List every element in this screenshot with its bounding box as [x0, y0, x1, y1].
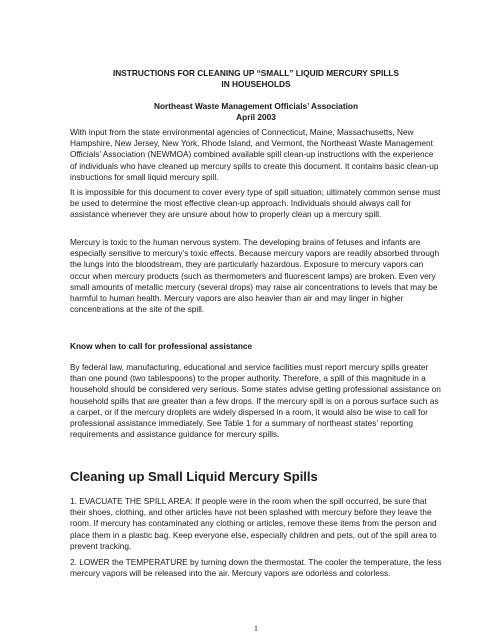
toxicity-paragraph: Mercury is toxic to the human nervous system. The developing brains of fetuses and infants are especially sensitive to mercury’s toxic effects. Because mercury vapors are readily absorbed through the lungs into the bloodstream, they are particularly hazardous. Exposure to mercury vapors can occur when mercury products (such as thermometers and fluorescent lamps) are broken. Even very small amounts of metallic mercury (several drops) may raise air concentrations to levels that may be harmful to human health. Mercury vapors are also heavier than air and may linger in higher concentrations at the site of the spill. [70, 237, 440, 315]
step-lower-temperature: 2. LOWER the TEMPERATURE by turning down the thermostat. The cooler the temperature, the less mercury vapors will be released into the air. Mercury vapors are odorless and colorless. [70, 557, 442, 579]
intro-paragraph: With input from the state environmental agencies of Connecticut, Maine, Massachusetts, New Hampshire, New Jersey, New York, Rhode Island, and Vermont, the Northeast Waste Management Officials’ Association (NEWMOA) combined available spill clean-up instructions with the experience of individuals who have cleaned up mercury spills to create this document. It contains basic clean-up instructions for small liquid mercury spill. [70, 127, 439, 182]
professional-assistance-subheading: Know when to call for professional assistance [70, 341, 253, 351]
publication-date: April 2003 [236, 112, 276, 122]
organization-name: Northeast Waste Management Officials’ Association [153, 101, 359, 111]
professional-assistance-paragraph: By federal law, manufacturing, educational and service facilities must report mercury spills greater than one pound (two tablespoons) to the proper authority. Therefore, a spill of this magnitude in a household should be considered very serious. Some states advise getting professional assistance on household spills that are greater than a few drops. If the mercury spill is on a porous surface such as a carpet, or if the mercury droplets are widely dispersed in a room, it would also be wise to call for professional assistance immediately. See Table 1 for a summary of northeast states’ reporting requirements and assistance guidance for mercury spills. [70, 362, 441, 440]
page-number: 1 [253, 624, 259, 633]
document-title-line-2: IN HOUSEHOLDS [221, 79, 291, 89]
cleanup-section-heading: Cleaning up Small Liquid Mercury Spills [70, 469, 318, 484]
step-evacuate: 1. EVACUATE THE SPILL AREA: If people were in the room when the spill occurred, be sure that their shoes, clothing, and other articles have not been splashed with mercury before they leave the room. If mercury has contaminated any clothing or articles, remove these items from the person and place them in a plastic bag. Keep everyone else, especially children and pets, out of the spill area to prevent tracking. [70, 496, 437, 551]
scope-paragraph: It is impossible for this document to cover every type of spill situation; ultimately common sense must be used to determine the most effective clean-up approach. Individuals should always call for assistance whenever they are unsure about how to properly clean up a mercury spill. [70, 187, 441, 220]
document-title-line-1: INSTRUCTIONS FOR CLEANING UP “SMALL” LIQUID MERCURY SPILLS [112, 68, 400, 78]
